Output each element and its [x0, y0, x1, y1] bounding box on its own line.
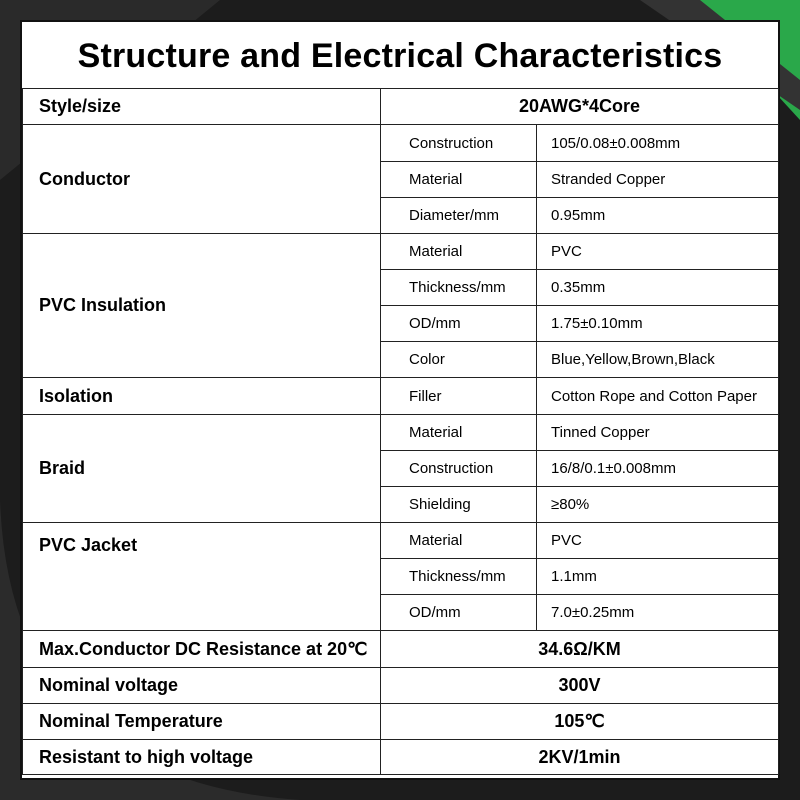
isolation-filler-value: Cotton Rope and Cotton Paper — [537, 378, 779, 415]
high-voltage-label: Resistant to high voltage — [23, 740, 381, 775]
conductor-diameter-value: 0.95mm — [537, 198, 779, 234]
insulation-od-label: OD/mm — [381, 306, 537, 342]
dc-resistance-label: Max.Conductor DC Resistance at 20℃ — [23, 631, 381, 668]
spec-table — [22, 88, 779, 775]
section-isolation: Isolation — [23, 378, 381, 415]
table-row — [23, 415, 779, 451]
conductor-material-value: Stranded Copper — [537, 162, 779, 198]
section-braid: Braid — [23, 415, 381, 523]
jacket-material-label: Material — [381, 523, 537, 559]
conductor-diameter-label: Diameter/mm — [381, 198, 537, 234]
table-row — [23, 668, 779, 704]
insulation-color-label: Color — [381, 342, 537, 378]
nominal-temperature-value: 105℃ — [381, 704, 779, 740]
nominal-voltage-value: 300V — [381, 668, 779, 704]
table-row — [23, 740, 779, 775]
nominal-temperature-label: Nominal Temperature — [23, 704, 381, 740]
table-row — [23, 125, 779, 162]
jacket-od-value: 7.0±0.25mm — [537, 595, 779, 631]
insulation-thickness-value: 0.35mm — [537, 270, 779, 306]
table-row — [23, 631, 779, 668]
jacket-thickness-value: 1.1mm — [537, 559, 779, 595]
section-pvc-insulation: PVC Insulation — [23, 234, 381, 378]
page-title: Structure and Electrical Characteristics — [77, 36, 723, 75]
jacket-od-label: OD/mm — [381, 595, 537, 631]
spec-sheet — [20, 20, 780, 780]
section-conductor: Conductor — [23, 125, 381, 234]
jacket-material-value: PVC — [537, 523, 779, 559]
insulation-od-value: 1.75±0.10mm — [537, 306, 779, 342]
style-size-value: 20AWG*4Core — [381, 89, 779, 125]
high-voltage-value: 2KV/1min — [381, 740, 779, 775]
conductor-construction-label: Construction — [381, 125, 537, 162]
table-row — [23, 523, 779, 559]
insulation-material-label: Material — [381, 234, 537, 270]
braid-material-label: Material — [381, 415, 537, 451]
table-row — [23, 89, 779, 125]
section-pvc-jacket: PVC Jacket — [23, 523, 381, 631]
nominal-voltage-label: Nominal voltage — [23, 668, 381, 704]
table-row — [23, 378, 779, 415]
insulation-thickness-label: Thickness/mm — [381, 270, 537, 306]
isolation-filler-label: Filler — [381, 378, 537, 415]
braid-shielding-value: ≥80% — [537, 487, 779, 523]
braid-material-value: Tinned Copper — [537, 415, 779, 451]
braid-shielding-label: Shielding — [381, 487, 537, 523]
style-size-label: Style/size — [23, 89, 381, 125]
braid-construction-label: Construction — [381, 451, 537, 487]
conductor-material-label: Material — [381, 162, 537, 198]
table-row — [23, 234, 779, 270]
table-row — [23, 704, 779, 740]
jacket-thickness-label: Thickness/mm — [381, 559, 537, 595]
braid-construction-value: 16/8/0.1±0.008mm — [537, 451, 779, 487]
conductor-construction-value: 105/0.08±0.008mm — [537, 125, 779, 162]
insulation-color-value: Blue,Yellow,Brown,Black — [537, 342, 779, 378]
insulation-material-value: PVC — [537, 234, 779, 270]
dc-resistance-value: 34.6Ω/KM — [381, 631, 779, 668]
